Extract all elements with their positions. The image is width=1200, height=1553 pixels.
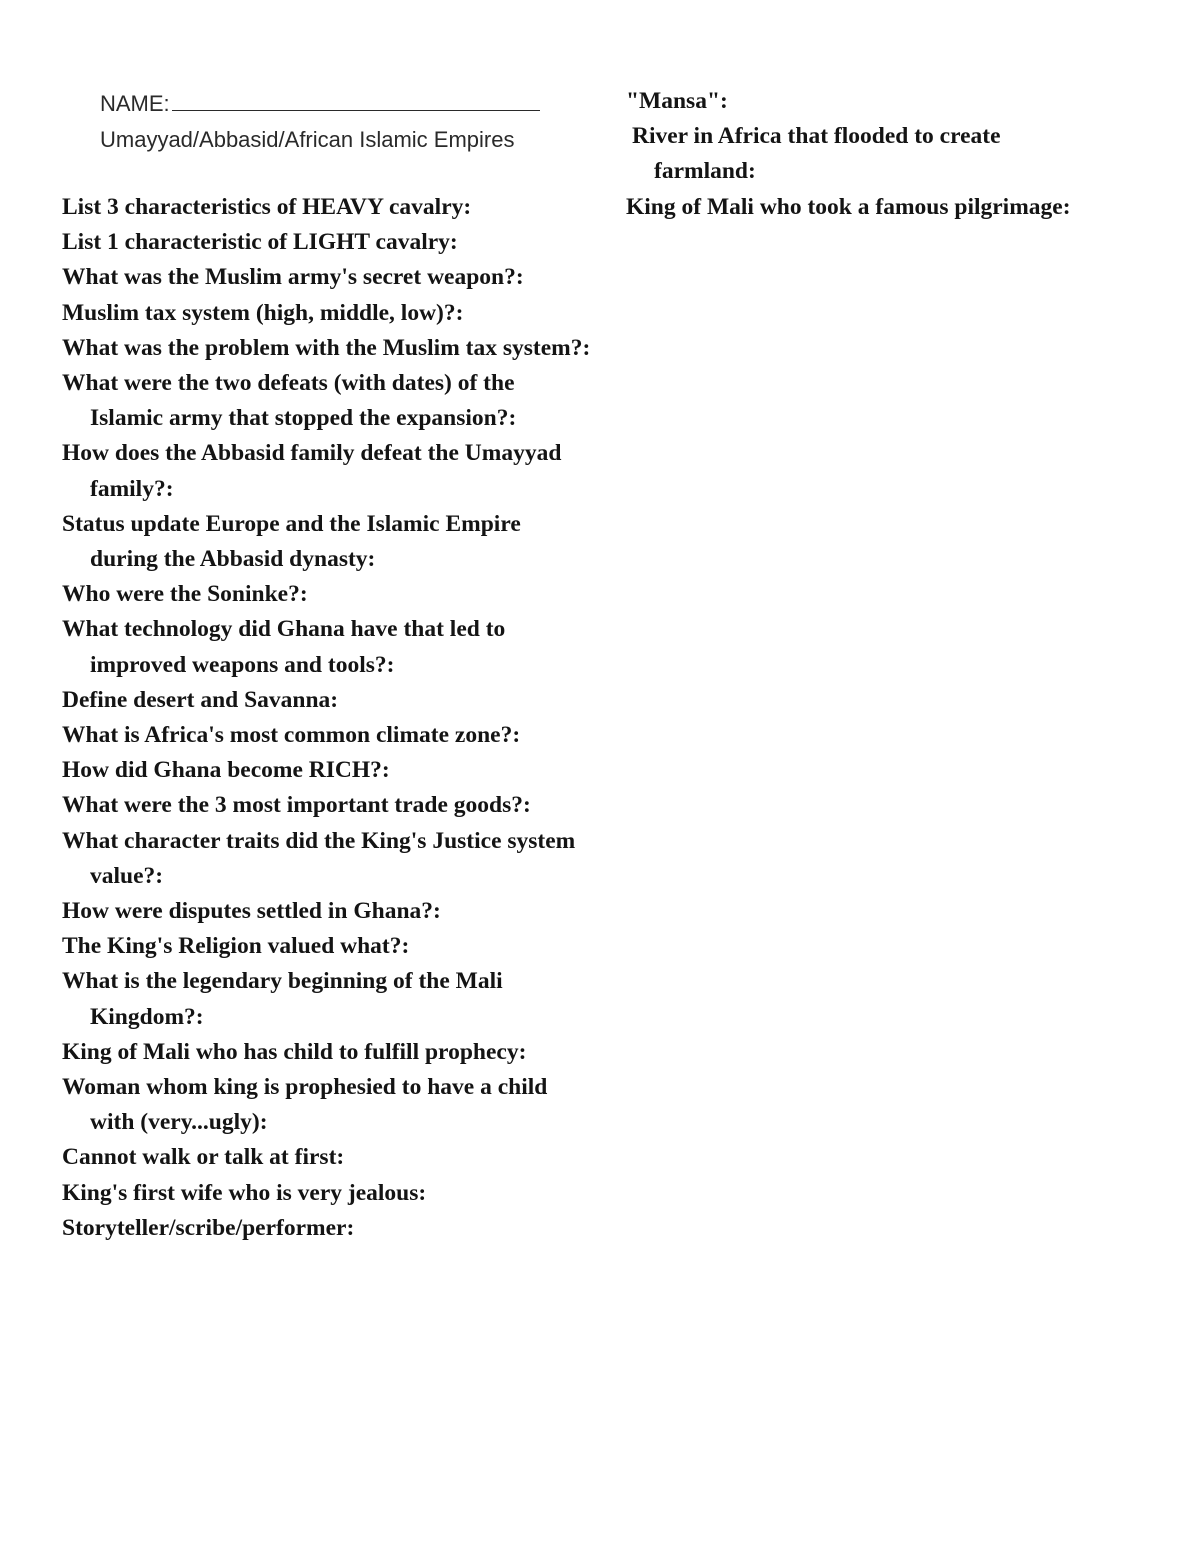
question-abbasid-defeat: How does the Abbasid family defeat the Umayyad family?: [62, 440, 562, 502]
question-tax-problem: What was the problem with the Muslim tax system?: [62, 334, 591, 361]
question-tax-system: Muslim tax system (high, middle, low)?: [62, 299, 464, 326]
worksheet-header [100, 86, 570, 158]
name-blank-field[interactable] [172, 94, 540, 111]
question-ghana-technology: What technology did Ghana have that led to improved weapons and tools?: [62, 616, 506, 678]
question-jealous-wife: King's first wife who is very jealous: [62, 1179, 427, 1206]
question-cannot-walk: Cannot walk or talk at first: [62, 1144, 345, 1171]
question-light-cavalry: List 1 characteristic of LIGHT cavalry: [62, 229, 458, 256]
question-prophesied-woman: Woman whom king is prophesied to have a child with (very...ugly): [62, 1074, 548, 1136]
question-heavy-cavalry: List 3 characteristics of HEAVY cavalry: [62, 194, 472, 220]
question-soninke: Who were the Soninke?: [62, 581, 308, 608]
question-mansa: "Mansa": [626, 88, 728, 114]
question-flooding-river: River in Africa that flooded to create farmland: [632, 123, 1001, 185]
worksheet-subtitle: Umayyad/Abbasid/African Islamic Empires [100, 127, 515, 152]
question-climate-zone: What is Africa's most common climate zone?: [62, 722, 521, 749]
question-status-update: Status update Europe and the Islamic Empire during the Abbasid dynasty: [62, 510, 521, 573]
question-secret-weapon: What was the Muslim army's secret weapon?: [62, 264, 524, 291]
name-line [100, 86, 570, 122]
right-question-column [626, 84, 1096, 225]
name-label: NAME: [100, 91, 170, 116]
question-ghana-rich: How did Ghana become RICH?: [62, 757, 390, 784]
question-justice-traits: What character traits did the King's Justice system value?: [62, 827, 576, 889]
question-kings-religion: The King's Religion valued what?: [62, 933, 410, 960]
question-mali-king-prophecy: King of Mali who has child to fulfill prophecy: [62, 1038, 527, 1065]
question-desert-savanna: Define desert and Savanna: [62, 686, 339, 713]
question-disputes: How were disputes settled in Ghana?: [62, 898, 441, 925]
question-storyteller: Storyteller/scribe/performer: [62, 1214, 355, 1241]
question-trade-goods: What were the 3 most important trade goods?: [62, 792, 531, 819]
question-two-defeats: What were the two defeats (with dates) of the Islamic army that stopped the expansion?: [62, 370, 517, 432]
question-mali-beginning: What is the legendary beginning of the Mali Kingdom?: [62, 968, 503, 1030]
left-question-column [62, 190, 592, 1246]
question-pilgrimage-king: King of Mali who took a famous pilgrimage: [626, 193, 1071, 220]
